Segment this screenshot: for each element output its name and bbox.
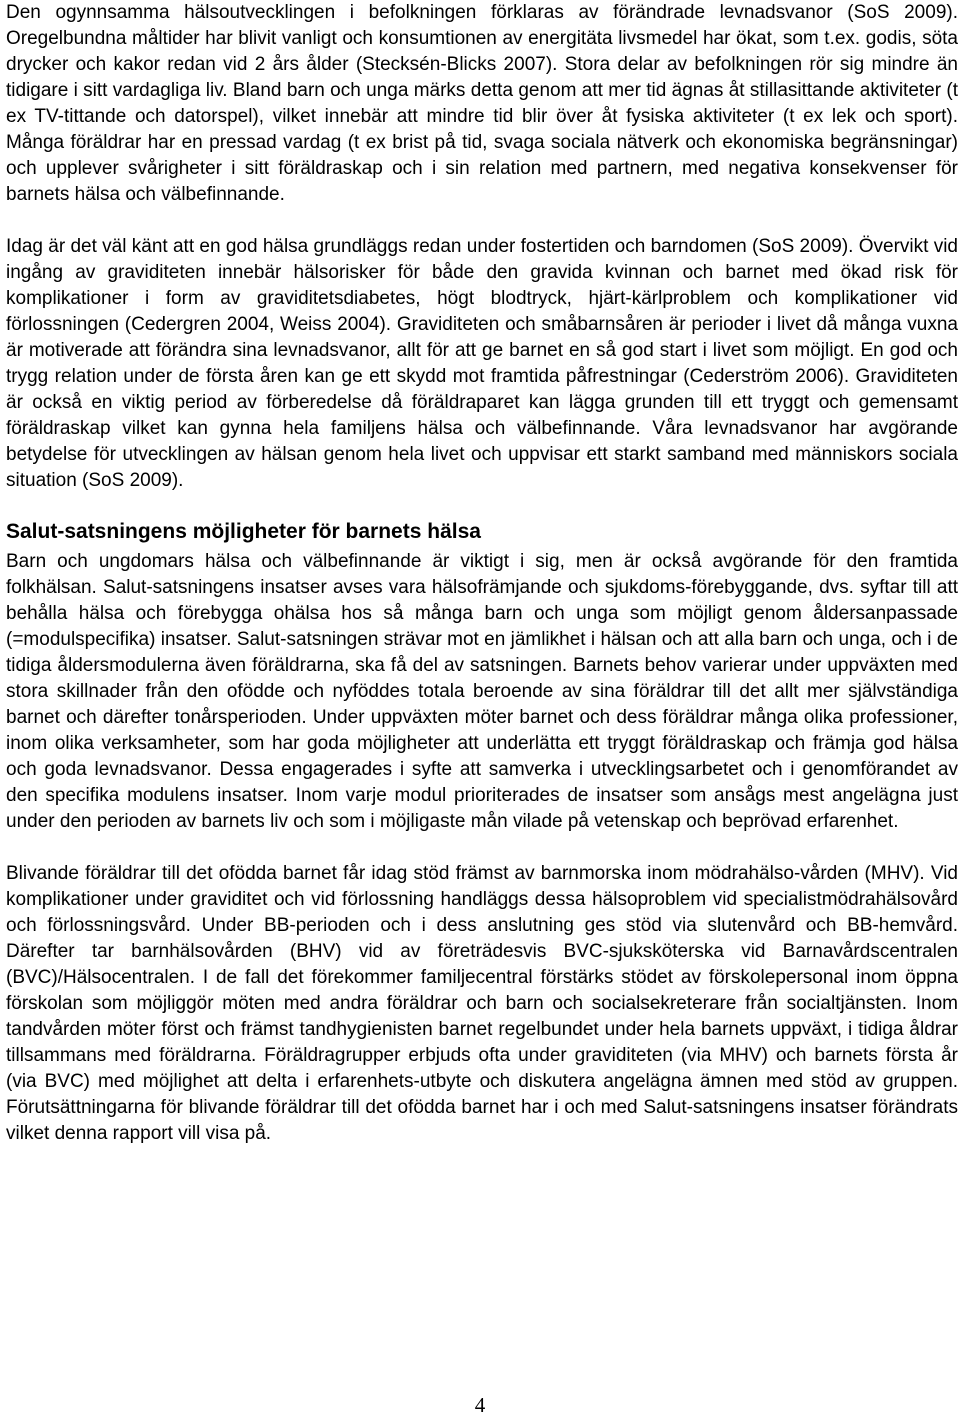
page-number: 4 [474, 1393, 486, 1417]
section-heading: Salut-satsningens möjligheter för barnets hälsa [6, 520, 481, 543]
paragraph-lifestyle-habits: Den ogynnsamma hälsoutvecklingen i befolkningen förklaras av förändrade levnadsvanor (SoS 2009). Oregelbundna måltider har blivit vanligt och konsumtionen av energitäta livsmedel har ökat, som t.ex. godis, söta drycker och kakor redan vid 2 års ålder (Stecksén-Blicks 2007). Stora delar av befolkningen rör sig mindre än tidigare i sitt vardagliga liv. Bland barn och unga märks detta genom att mer tid ägnas åt stillasittande aktiviteter (t ex TV-tittande och datorspel), vilket innebär att mindre tid blir över åt fysiska aktiviteter (t ex lek och sport). Många föräldrar har en pressad vardag (t ex brist på tid, svaga sociala nätverk och ekonomiska begränsningar) och upplever svårigheter i sitt föräldraskap och i sin relation med partnern, med negativa konsekvenser för barnets hälsa och välbefinnande. [6, 2, 958, 205]
paragraph-salut-initiative: Barn och ungdomars hälsa och välbefinnande är viktigt i sig, men är också avgörande för den framtida folkhälsan. Salut-satsningens insatser avses vara hälsofrämjande och sjukdoms-förebyggande, dvs. syftar till att behålla hälsa och förebygga ohälsa hos så många barn och unga som möjligt genom åldersanpassade (=modulspecifika) insatser. Salut-satsningen strävar mot en jämlikhet i hälsan och att alla barn och unga, och i de tidiga åldersmodulerna även föräldrarna, ska få del av satsningen. Barnets behov varierar under uppväxten med stora skillnader från den ofödde och nyföddes totala beroende av sina föräldrar till det allt mer självständiga barnet och därefter tonårsperioden. Under uppväxten möter barnet och dess föräldrar många olika professioner, inom olika verksamheter, som har goda möjligheter att underlätta ett tryggt föräldraskap och främja god hälsa och goda levnadsvanor. Dessa engagerades i syfte att samverka i utvecklingsarbetet och i genomförandet av den specifika modulens insatser. Inom varje modul prioriterades de insatser som ansågs mest angelägna just under den perioden av barnets liv och som i möjligaste mån vilade på vetenskap och beprövad erfarenhet. [6, 551, 958, 832]
document-page [6, 0, 958, 1147]
paragraph-pregnancy-health: Idag är det väl känt att en god hälsa grundläggs redan under fostertiden och barndomen (SoS 2009). Övervikt vid ingång av graviditeten innebär hälsorisker för både den gravida kvinnan och barnet med ökad risk för komplikationer i form av graviditetsdiabetes, högt blodtryck, hjärt-kärlproblem och komplikationer vid förlossningen (Cedergren 2004, Weiss 2004). Graviditeten och småbarnsåren är perioder i livet då många vuxna är motiverade att förändra sina levnadsvanor, allt för att ge barnet en så god start i livet som möjligt. En god och trygg relation under de första åren kan ge ett skydd mot framtida påfrestningar (Cederström 2006). Graviditeten är också en viktig period av förberedelse då föräldraparet kan lägga grunden till ett tryggt och gemensamt föräldraskap vilket kan gynna hela familjens hälsa och välbefinnande. Våra levnadsvanor har avgörande betydelse för utvecklingen av hälsan genom hela livet och uppvisar ett starkt samband med människors sociala situation (SoS 2009). [6, 236, 958, 491]
paragraph-support-services: Blivande föräldrar till det ofödda barnet får idag stöd främst av barnmorska inom mödrahälso-vården (MHV). Vid komplikationer under graviditet och vid förlossning handläggs dessa hälsoproblem vid specialistmödrahälsovård och förlossningsvård. Under BB-perioden och i dess anslutning ges stöd via slutenvård och BB-hemvård. Därefter tar barnhälsovården (BHV) vid av företrädesvis BVC-sjuksköterska vid Barnavårdscentralen (BVC)/Hälsocentralen. I de fall det förekommer familjecentral förstärks stödet av förskolepersonal inom öppna förskolan som möjliggör möten med andra föräldrar och barn och socialsekreterare från socialtjänsten. Inom tandvården möter först och främst tandhygienisten barnet regelbundet under hela barnets uppväxt, i tidiga åldrar tillsammans med föräldrarna. Föräldragrupper erbjuds ofta under graviditeten (via MHV) och barnets första år (via BVC) med möjlighet att delta i erfarenhets-utbyte och diskutera angelägna ämnen med stöd av gruppen. Förutsättningarna för blivande föräldrar till det ofödda barnet har i och med Salut-satsningens insatser förändrats vilket denna rapport vill visa på. [6, 863, 958, 1144]
